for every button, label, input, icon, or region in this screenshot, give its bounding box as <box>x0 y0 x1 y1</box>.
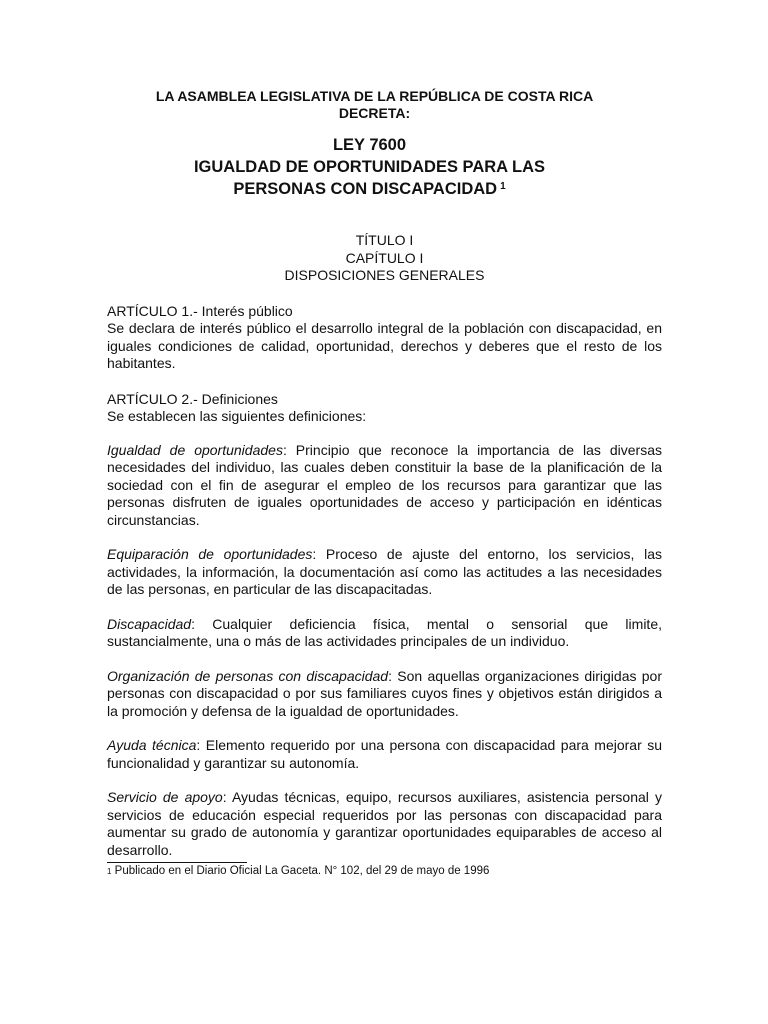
document-page <box>107 88 662 879</box>
footnote-marker: 1 <box>107 867 112 876</box>
definition-term: Igualdad de oportunidades <box>107 441 283 458</box>
definition-paragraph <box>107 546 662 599</box>
article-1-heading: ARTÍCULO 1.- Interés público <box>107 302 293 319</box>
definition-paragraph <box>107 616 662 651</box>
definition-term: Organización de personas con discapacidad <box>107 667 389 684</box>
decree-header <box>87 88 662 122</box>
law-title-block <box>77 134 662 200</box>
decreta-line: DECRETA: <box>338 105 411 121</box>
definition-text: : Ayudas técnicas, equipo, recursos auxiliares, asistencia personal y servicios de educación especial requeridos por las personas con discapacidad para aumentar su grado de autonomía y garantizar oportunidades equiparables de acceso al desarrollo. <box>107 789 662 858</box>
definition-term: Servicio de apoyo <box>107 789 223 805</box>
definition-text: : Principio que reconoce la importancia de las diversas necesidades del individuo, las cuales deben constituir la base de la planificación de la sociedad con el fin de asegurar el empleo de los recursos para garantizar que las personas disfruten de iguales oportunidades de acceso y participación en idénticas circunstancias. <box>107 441 662 528</box>
assembly-line: LA ASAMBLEA LEGISLATIVA DE LA REPÚBLICA DE COSTA RICA <box>155 88 594 104</box>
capitulo-heading: CAPÍTULO I <box>345 249 424 266</box>
article-1-text: Se declara de interés público el desarrollo integral de la población con discapacidad, en iguales condiciones de calidad, oportunidad, derechos y deberes que el resto de los habitantes. <box>107 320 662 371</box>
definition-text: : Proceso de ajuste del entorno, los servicios, las actividades, la información, la documentación así como las actitudes a las necesidades de las personas, en particular de las discapacitadas. <box>107 546 662 597</box>
definition-paragraph <box>107 789 662 859</box>
definition-text: : Son aquellas organizaciones dirigidas por personas con discapacidad o por sus familiares cuyos fines y objetivos están dirigidos a la promoción y defensa de la igualdad de oportunidades. <box>107 667 662 719</box>
law-title-line-2-text: PERSONAS CON DISCAPACIDAD <box>233 180 498 198</box>
definition-text: : Cualquier deficiencia física, mental o sensorial que limite, sustancialmente, una o más de las actividades principales de un individuo. <box>107 615 662 649</box>
definition-paragraph <box>107 668 662 721</box>
law-title-line-1: IGUALDAD DE OPORTUNIDADES PARA LAS <box>193 158 546 176</box>
footnote-reference: 1 <box>500 181 506 192</box>
titulo-heading: TÍTULO I <box>355 232 414 248</box>
definition-term: Ayuda técnica <box>107 737 197 753</box>
footnote <box>107 864 662 879</box>
section-titles <box>107 232 662 285</box>
disposiciones-heading: DISPOSICIONES GENERALES <box>284 267 485 283</box>
definitions-list <box>107 442 662 860</box>
definition-text: : Elemento requerido por una persona con discapacidad para mejorar su funcionalidad y garantizar su autonomía. <box>107 737 662 771</box>
definition-paragraph <box>107 737 662 772</box>
definition-paragraph <box>107 442 662 530</box>
footnote-text: Publicado en el Diario Oficial La Gaceta. N° 102, del 29 de mayo de 1996 <box>111 865 490 877</box>
article-2-intro: Se establecen las siguientes definiciones: <box>107 408 367 424</box>
definition-term: Equiparación de oportunidades <box>107 546 313 562</box>
law-title-line-2 <box>77 178 662 200</box>
footnote-divider <box>107 862 247 863</box>
definition-term: Discapacidad <box>107 615 192 632</box>
article-2-heading: ARTÍCULO 2.- Definiciones <box>107 390 278 407</box>
law-number: LEY 7600 <box>332 136 407 154</box>
